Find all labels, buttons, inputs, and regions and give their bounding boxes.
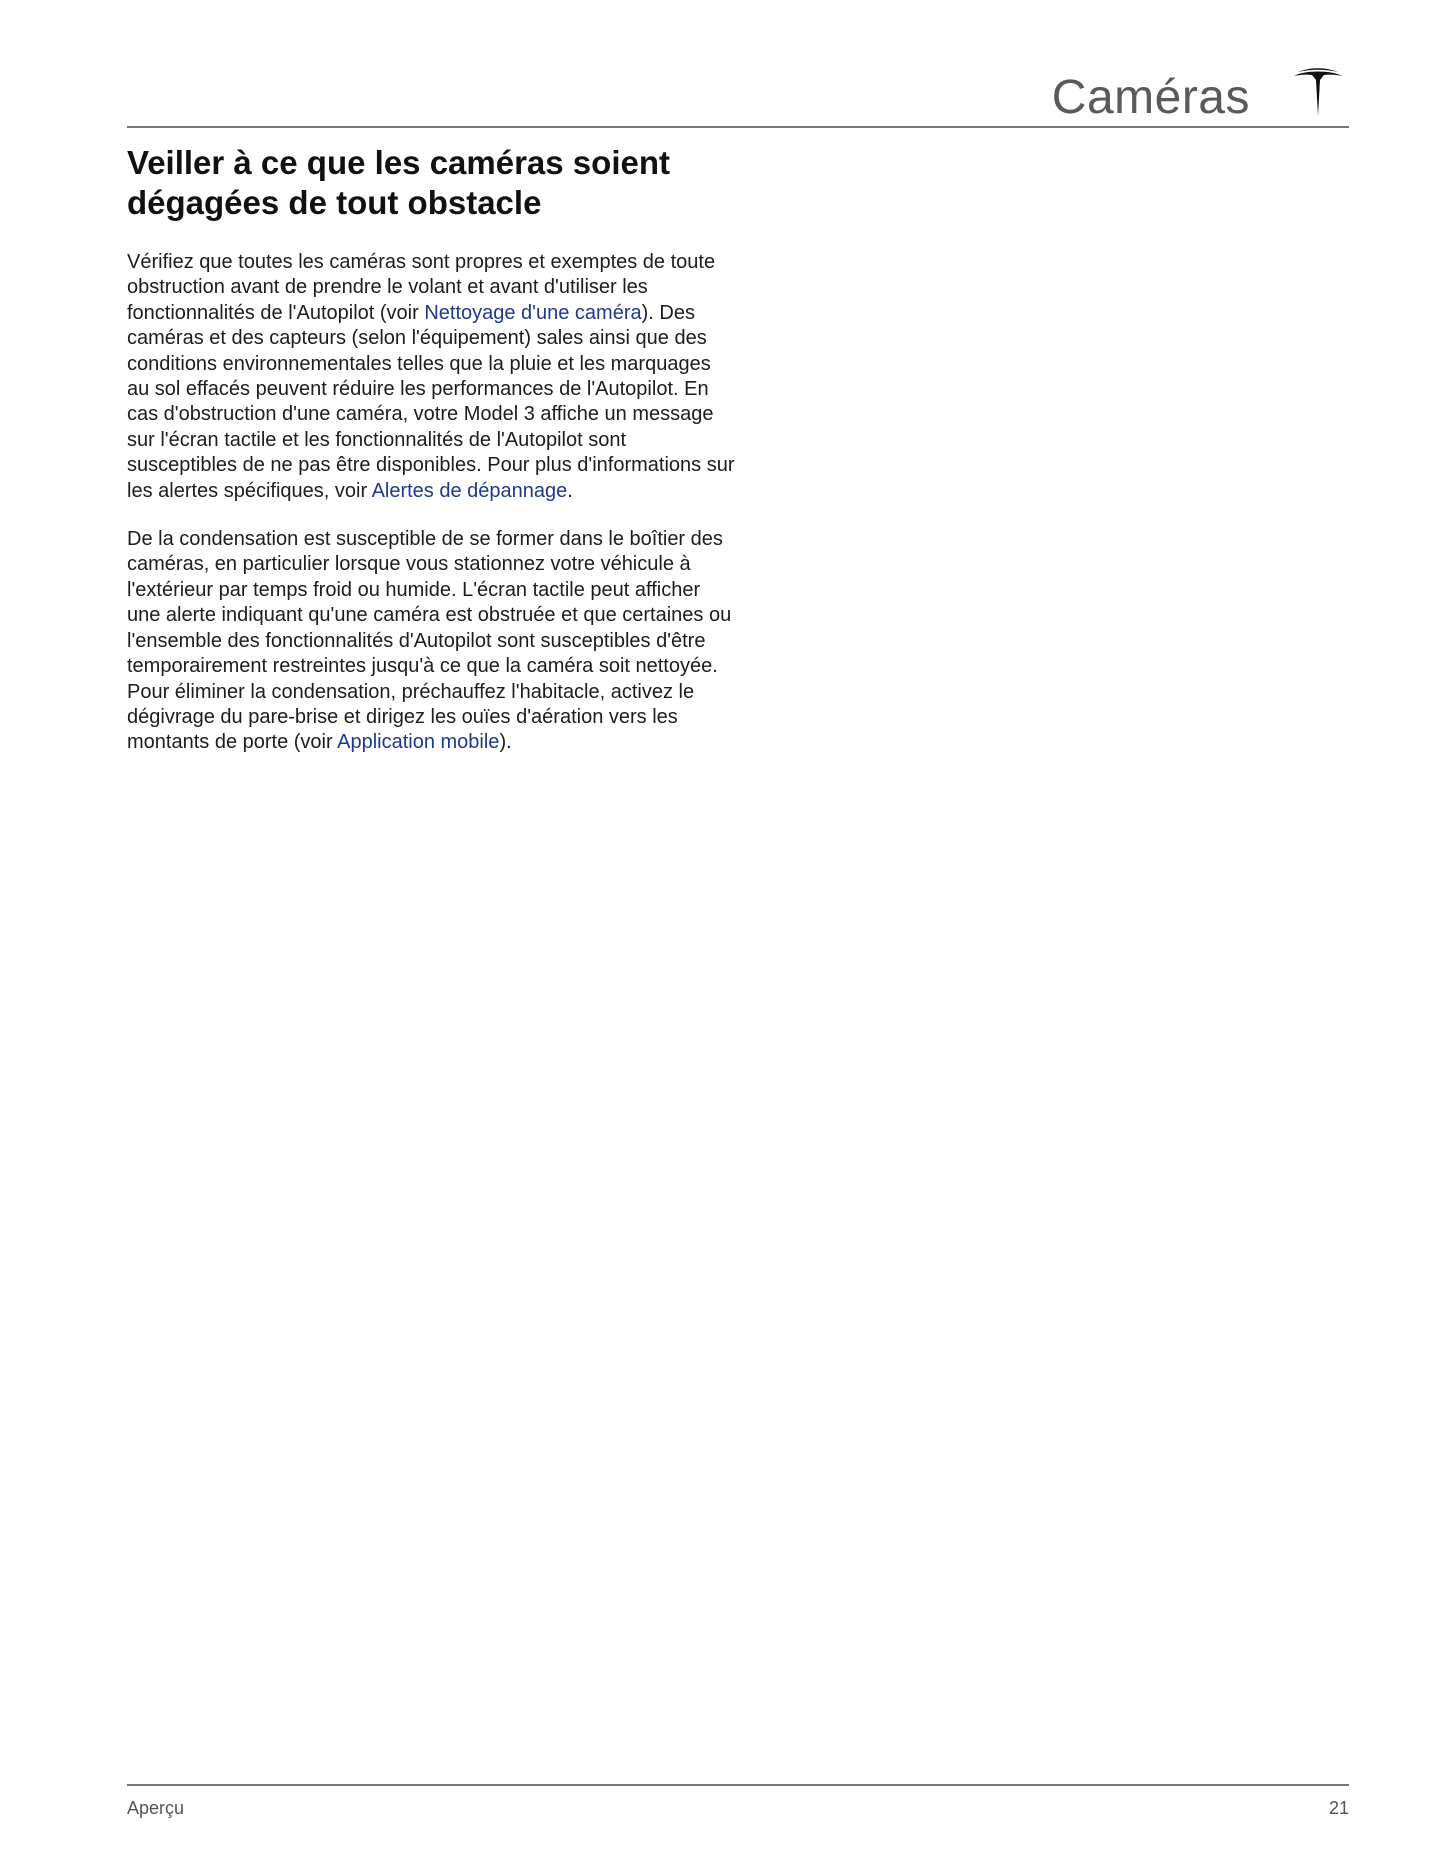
tesla-logo-icon [1290,66,1346,122]
paragraph-2-text-b: ). [499,731,512,754]
page-header-title: Caméras [1051,71,1250,124]
paragraph-2-text-a: De la condensation est susceptible de se former dans le boîtier des caméras, en particulier lorsque vous stationnez votre véhicule à l'extérieur par temps froid ou humide. L'écran tactile peut afficher une alerte indiquant qu'une caméra est obstruée et que certaines ou l'ensemble des fonctionnalités d'Autopilot sont susceptibles d'être temporairement restreintes jusqu'à ce que la caméra soit nettoyée. Pour éliminer la condensation, préchauffez l'habitacle, activez le dégivrage du pare-brise et dirigez les ouïes d'aération vers les montants de porte (voir [127,528,732,754]
link-application-mobile[interactable]: Application mobile [337,731,500,754]
body-column [127,250,737,779]
paragraph-1-text-c: . [567,479,573,502]
footer-section-name: Aperçu [127,1798,185,1818]
link-nettoyage-camera[interactable]: Nettoyage d'une caméra [424,301,642,324]
page-number: 21 [1328,1798,1349,1818]
link-alertes-depannage[interactable]: Alertes de dépannage [371,479,568,502]
section-heading: Veiller à ce que les caméras soient dégagées de tout obstacle [127,144,670,221]
header-divider [127,126,1349,128]
paragraph-1 [127,250,737,504]
paragraph-2 [127,527,737,756]
paragraph-1-text-b: ). Des caméras et des capteurs (selon l'équipement) sales ainsi que des conditions environnementales telles que la pluie et les marquages au sol effacés peuvent réduire les performances de l'Autopilot. En cas d'obstruction d'une caméra, votre Model 3 affiche un message sur l'écran tactile et les fonctionnalités de l'Autopilot sont susceptibles de ne pas être disponibles. Pour plus d'informations sur les alertes spécifiques, voir [127,301,735,502]
footer-divider [127,1784,1349,1786]
paragraph-1-text-a: Vérifiez que toutes les caméras sont propres et exemptes de toute obstruction avant de prendre le volant et avant d'utiliser les fonctionnalités de l'Autopilot (voir [127,251,716,324]
